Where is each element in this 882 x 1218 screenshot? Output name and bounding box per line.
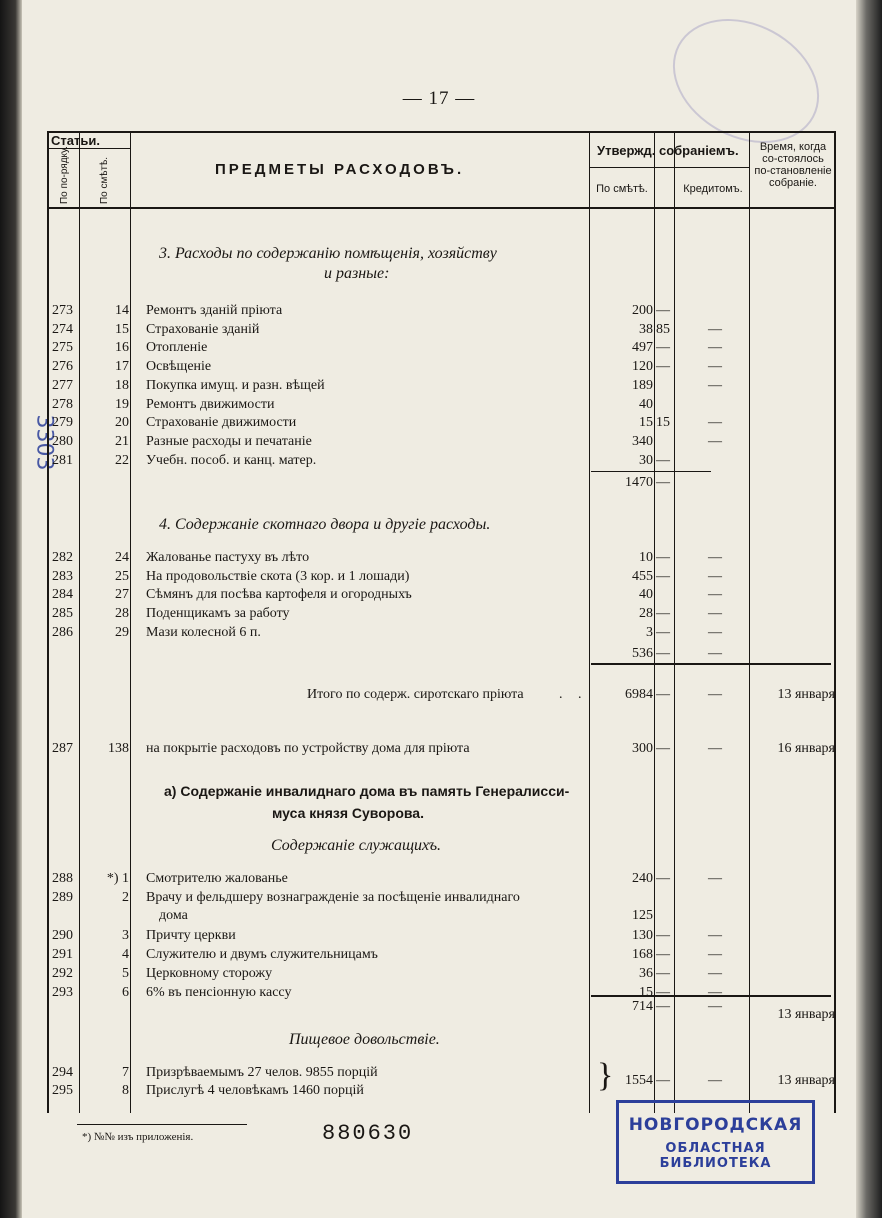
cell-rub: 240: [632, 871, 653, 886]
cell-n1: 279: [52, 415, 73, 431]
footnote: *) №№ изъ приложенія.: [82, 1131, 194, 1143]
ledger-table: [47, 131, 836, 1113]
cell-cred: —: [708, 377, 722, 393]
cell-desc: Учебн. пособ. и канц. матер.: [146, 452, 317, 468]
cell-cred: —: [708, 415, 722, 431]
cell-n2: 5: [122, 966, 129, 981]
cell-rub: 168: [632, 947, 653, 962]
itogo-label: Итого по содерж. сиротскаго пріюта: [307, 687, 524, 702]
cell-kop: —: [656, 606, 670, 622]
section-3-title-cont: и разные:: [324, 265, 390, 282]
cell-rub: 15: [639, 415, 653, 431]
header-vremya: Время, когда со-стоялось по-становленіе собраніе.: [754, 141, 832, 189]
cell-kop: —: [656, 303, 670, 318]
cell-desc: Освѣщеніе: [146, 359, 212, 375]
cell-cred: —: [708, 587, 722, 603]
cell-desc: На продовольствіе скота (3 кор. и 1 лошади): [146, 568, 410, 584]
staff-title: Содержаніе служащихъ.: [271, 837, 442, 854]
cell-cred: —: [708, 550, 722, 565]
cell-n1: 291: [52, 947, 73, 962]
header-statyi: Статьи.: [51, 133, 100, 148]
cell-n2: 19: [115, 396, 129, 412]
cell-rub: 36: [639, 966, 653, 981]
header-kreditom: Кредитомъ.: [683, 183, 743, 195]
subhead-invalid-home: а) Содержаніе инвалиднаго дома въ память Генералисси-: [164, 783, 570, 799]
staff-total-row: 714 — — 13 января: [632, 999, 835, 1022]
cell-cred: —: [708, 606, 722, 622]
cell-rub: 3: [646, 624, 653, 640]
cell-desc: Врачу и фельдшеру вознагражденіе за посѣщеніе инвалиднаго: [146, 890, 520, 905]
cell-n1: 290: [52, 928, 73, 943]
cell-rub: 28: [639, 606, 653, 622]
cell-desc: Ремонтъ зданій пріюта: [146, 303, 283, 318]
cell-n1: 276: [52, 359, 73, 375]
cell-rub: 125: [632, 908, 653, 923]
cell-desc: Поденщикамъ за работу: [146, 606, 290, 622]
page-edge: [856, 0, 882, 1218]
cell-n1: 289: [52, 890, 73, 905]
cell-kop: —: [656, 550, 670, 565]
cell-n2: *) 1: [106, 871, 129, 886]
table-row: [49, 453, 834, 471]
cell-n2: 6: [122, 985, 129, 1000]
cell-n1: 285: [52, 606, 73, 622]
cell-cred: —: [708, 871, 722, 886]
cell-cred: —: [708, 433, 722, 449]
cell-n2: 29: [115, 624, 129, 640]
page-number: — 17 —: [402, 88, 476, 109]
cell-kop: —: [656, 624, 670, 640]
cell-kop: —: [656, 985, 670, 1000]
cell-desc: Причту церкви: [146, 928, 236, 943]
library-stamp: [616, 1100, 815, 1184]
cell-desc: Страхованіе движимости: [146, 415, 297, 431]
cell-kop: —: [656, 947, 670, 962]
cell-desc-cont: дома: [159, 908, 188, 923]
cell-desc: Призрѣваемымъ 27 челов. 9855 порцій: [146, 1065, 378, 1080]
cell-rub: 497: [632, 340, 653, 356]
cell-rub: 340: [632, 433, 653, 449]
stamp-line-1: НОВГОРОДСКАЯ: [628, 1115, 803, 1135]
cell-cred: —: [708, 985, 722, 1000]
section-4-title: 4. Содержаніе скотнаго двора и другіе расходы.: [159, 516, 491, 533]
cell-n1: 286: [52, 624, 73, 640]
cell-kop: 15: [656, 415, 670, 431]
cell-kop: —: [656, 359, 670, 375]
cell-n1: 280: [52, 433, 73, 449]
food-title: Пищевое довольствіе.: [289, 1031, 440, 1048]
table-row: [49, 966, 834, 984]
cell-desc: Разные расходы и печатаніе: [146, 433, 312, 449]
cell-n2: 24: [115, 550, 129, 565]
cell-desc: Служителю и двумъ служительницамъ: [146, 947, 378, 962]
cell-n1: 275: [52, 340, 73, 356]
section-3-title: 3. Расходы по содержанію помѣщенія, хозяйству: [159, 245, 497, 262]
itogo-row: Итого по содерж. сиротскаго пріюта . . 6984 — — 13 января: [307, 687, 835, 702]
cell-rub: 40: [639, 396, 653, 412]
table-row: [49, 322, 834, 340]
cell-rub: 130: [632, 928, 653, 943]
table-row: [49, 550, 834, 568]
table-row: [49, 415, 834, 433]
cell-n1: 292: [52, 966, 73, 981]
cell-n2: 28: [115, 606, 129, 622]
table-row: [49, 587, 834, 605]
table-row: [49, 359, 834, 377]
table-row: [49, 625, 834, 643]
catalog-number: 880630: [322, 1121, 414, 1146]
header-title: ПРЕДМЕТЫ РАСХОДОВЪ.: [215, 161, 465, 178]
cell-cred: —: [708, 966, 722, 981]
header-utverzhd: Утвержд. собраніемъ.: [597, 143, 739, 158]
cell-rub: 120: [632, 359, 653, 375]
cell-desc: Мази колесной 6 п.: [146, 624, 261, 640]
table-row: [49, 303, 834, 321]
cell-n1: 277: [52, 377, 73, 393]
cell-rub: 10: [639, 550, 653, 565]
cell-desc: Смотрителю жалованье: [146, 871, 288, 886]
cell-n2: 18: [115, 377, 129, 393]
cell-n2: 27: [115, 587, 129, 603]
cell-n1: 273: [52, 303, 73, 318]
cell-kop: —: [656, 928, 670, 943]
cell-rub: 40: [639, 587, 653, 603]
cell-n2: 14: [115, 303, 129, 318]
cell-n2: 4: [122, 947, 129, 962]
cell-n2: 22: [115, 452, 129, 468]
cell-n1: 274: [52, 321, 73, 337]
cell-cred: —: [708, 928, 722, 943]
cell-cred: —: [708, 321, 722, 337]
cell-n1: 288: [52, 871, 73, 886]
cell-desc: Ремонтъ движимости: [146, 396, 275, 412]
cell-n2: 8: [122, 1083, 129, 1098]
cell-kop: —: [656, 452, 670, 468]
cell-kop: —: [656, 966, 670, 981]
cell-desc: Покупка имущ. и разн. вѣщей: [146, 377, 325, 393]
cell-rub: 189: [632, 377, 653, 393]
cell-n1: 283: [52, 568, 73, 584]
cell-n1: 278: [52, 396, 73, 412]
section-4-total: 536: [632, 646, 653, 661]
cell-rub: 15: [639, 985, 653, 1000]
table-row: [49, 871, 834, 889]
section-3-total: 1470: [625, 475, 653, 490]
margin-handwriting: 3303: [31, 414, 57, 471]
header-po-poryadku: По по-рядку.: [59, 146, 70, 204]
header-po-smete: По смѣтѣ.: [99, 156, 110, 204]
cell-n1: 284: [52, 587, 73, 603]
cell-cred: —: [708, 340, 722, 356]
document-page: [22, 0, 856, 1218]
cell-desc: 6% въ пенсіонную кассу: [146, 985, 292, 1000]
cell-cred: —: [708, 624, 722, 640]
table-row: [49, 569, 834, 587]
stamp-line-2: ОБЛАСТНАЯ БИБЛИОТЕКА: [659, 1141, 772, 1171]
section-4-total-row: 536 — —: [49, 646, 834, 664]
cell-kop: —: [656, 871, 670, 886]
cell-cred: —: [708, 568, 722, 584]
table-row: [49, 890, 834, 923]
cell-desc: Страхованіе зданій: [146, 321, 260, 337]
subhead-invalid-home-cont: муса князя Суворова.: [272, 805, 424, 821]
food-total-row: 1554 — — 13 января: [625, 1073, 835, 1088]
cell-n2: 7: [122, 1065, 129, 1080]
cell-n2: 3: [122, 928, 129, 943]
cell-n1: 294: [52, 1065, 73, 1080]
cell-n2: 16: [115, 340, 129, 356]
cell-n2: 2: [122, 890, 129, 905]
header-po-smete-col: По смѣтѣ.: [596, 183, 648, 195]
cell-n2: 21: [115, 433, 129, 449]
cell-desc: Прислугѣ 4 человѣкамъ 1460 порцій: [146, 1083, 364, 1098]
cell-desc: Церковному сторожу: [146, 966, 273, 981]
cell-rub: 30: [639, 452, 653, 468]
cell-kop: 85: [656, 321, 670, 337]
cell-rub: 38: [639, 321, 653, 337]
cell-n2: 17: [115, 359, 129, 375]
cell-desc: Сѣмянъ для посѣва картофеля и огородныхъ: [146, 587, 412, 603]
book-spine: [0, 0, 22, 1218]
table-row: [49, 434, 834, 452]
cell-n2: 15: [115, 321, 129, 337]
cell-cred: —: [708, 947, 722, 962]
cell-kop: —: [656, 568, 670, 584]
table-row: [49, 397, 834, 415]
table-row: [49, 928, 834, 946]
cell-n1: 282: [52, 550, 73, 565]
cell-desc: Жалованье пастуху въ лѣто: [146, 550, 310, 565]
section-3-total-row: 1470 —: [49, 475, 834, 493]
cell-n2: 25: [115, 568, 129, 584]
row-287: 287 138 на покрытіе расходовъ по устройству дома для пріюта 300 — — 16 января: [52, 741, 835, 756]
cell-n1: 295: [52, 1083, 73, 1098]
table-row: [49, 340, 834, 358]
cell-rub: 455: [632, 568, 653, 584]
cell-rub: 200: [632, 303, 653, 318]
cell-n2: 20: [115, 415, 129, 431]
cell-n1: 293: [52, 985, 73, 1000]
cell-cred: —: [708, 359, 722, 375]
cell-desc: Отопленіе: [146, 340, 208, 356]
brace: }: [597, 1057, 614, 1094]
table-row: [49, 606, 834, 624]
table-row: [49, 378, 834, 396]
table-row: [49, 947, 834, 965]
cell-n1: 281: [52, 452, 73, 468]
cell-kop: —: [656, 340, 670, 356]
header-rule: [49, 207, 834, 209]
